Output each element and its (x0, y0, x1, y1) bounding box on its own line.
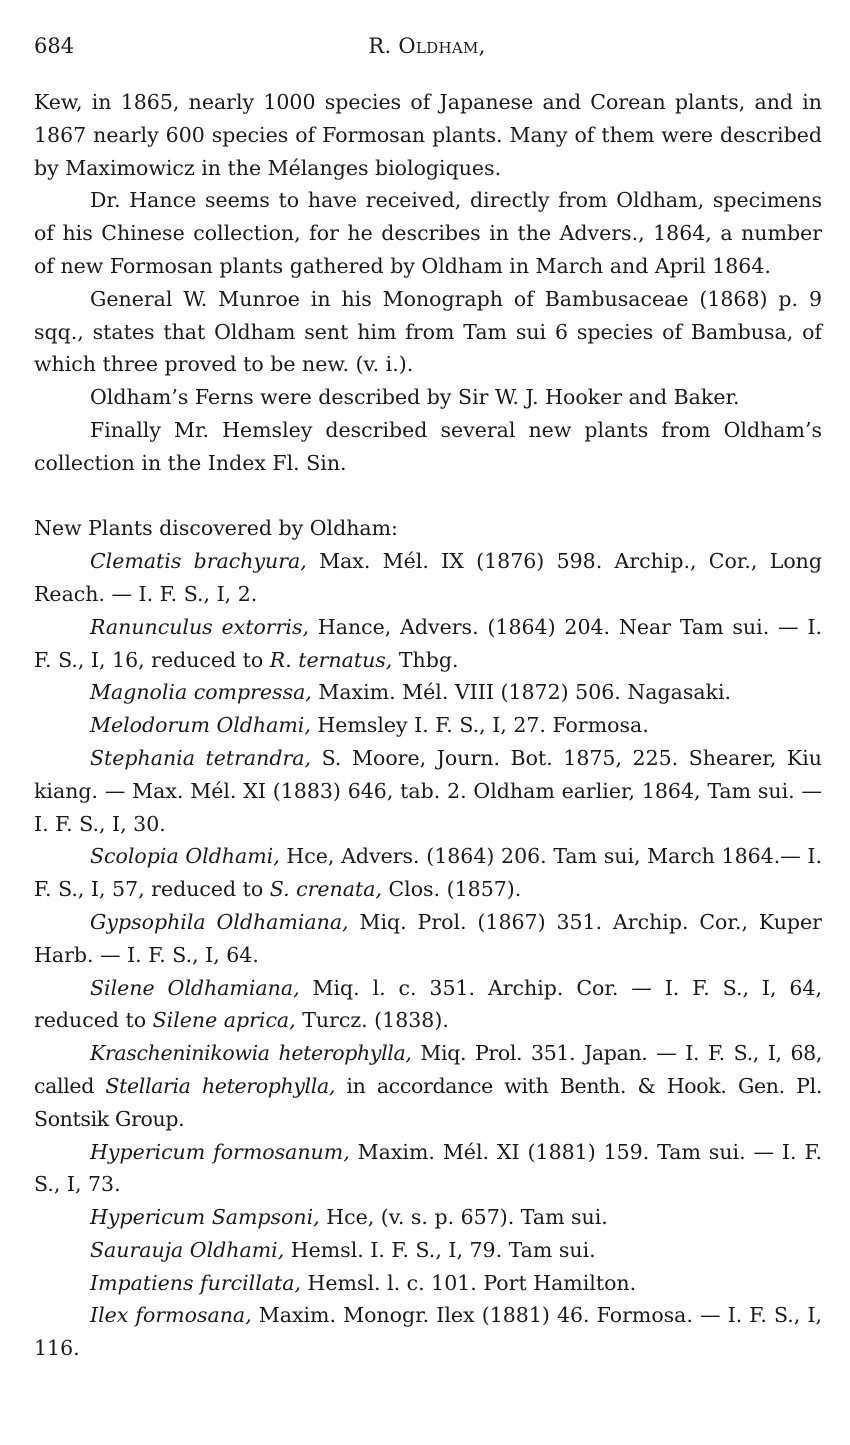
entry-text: Hemsley I. F. S., I, 27. Formosa. (310, 713, 649, 738)
plant-entry (34, 840, 822, 906)
species-name: Hypericum formosanum, (90, 1139, 350, 1164)
species-name: Hypericum Sampsoni, (90, 1205, 320, 1230)
species-name: Stephania tetrandra, (90, 745, 312, 770)
species-name: Melodorum Oldhami, (90, 713, 311, 738)
entry-text: Thbg. (392, 647, 459, 672)
entry-text: Hemsl. I. F. S., I, 79. Tam sui. (284, 1237, 596, 1262)
plant-entry (34, 545, 822, 611)
entry-text: Hance, Advers. (1864) 204. Near Tam sui. — I. F. S., I, 16, reduced to (34, 614, 822, 672)
plant-entry (34, 742, 822, 840)
running-title-name: Oldham, (398, 34, 486, 58)
plant-entry (34, 1234, 822, 1267)
running-title-initial: R. (368, 34, 392, 58)
species-name: Scolopia Oldhami, (90, 844, 280, 869)
entry-text: Turcz. (1838). (295, 1008, 449, 1033)
species-name-secondary: Stellaria heterophylla, (105, 1073, 336, 1098)
species-name-secondary: R. ternatus, (269, 647, 393, 672)
plant-entry (34, 1201, 822, 1234)
species-name: Saurauja Oldhami, (90, 1237, 285, 1262)
entry-text: Maxim. Mél. XI (1881) 159. Tam sui. — I. F. S., I, 73. (34, 1139, 822, 1197)
entry-text: S. Moore, Journ. Bot. 1875, 225. Shearer, Kiu kiang. — Max. Mél. XI (1883) 646, tab. 2. Oldham earlier, 1864, Tam sui. — I. F. S., I, 30. (34, 745, 823, 836)
plant-entry (34, 611, 822, 677)
species-name: Ilex formosana, (90, 1303, 252, 1328)
plant-entry (34, 676, 822, 709)
plants-heading: New Plants discovered by Oldham: (34, 516, 398, 541)
plant-entry (34, 1037, 822, 1135)
entry-text: Maxim. Monogr. Ilex (1881) 46. Formosa. — I. F. S., I, 116. (34, 1303, 822, 1361)
entry-text: Miq. Prol. 351. Japan. — I. F. S., I, 68, called (34, 1041, 822, 1098)
paragraph: Oldham’s Ferns were described by Sir W. J. Hooker and Baker. (90, 385, 740, 410)
plant-entry (34, 1267, 822, 1300)
page-number: 684 (34, 34, 75, 58)
entry-text: Max. Mél. IX (1876) 598. Archip., Cor., Long Reach. — I. F. S., I, 2. (34, 549, 822, 606)
paragraph: Dr. Hance seems to have received, directly from Oldham, specimens of his Chinese collection, for he describes in the Advers., 1864, a number of new Formosan plants gathered by Oldham in March and April 1864. (34, 188, 822, 278)
plant-entry (34, 1299, 822, 1365)
section-gap (34, 480, 822, 513)
entry-text: Hemsl. l. c. 101. Port Hamilton. (301, 1270, 637, 1295)
entry-text: Maxim. Mél. VIII (1872) 506. Nagasaki. (311, 680, 732, 705)
paragraph: Finally Mr. Hemsley described several new plants from Oldham’s collection in the Index Fl. Sin. (34, 417, 822, 475)
species-name: Ranunculus extorris, (90, 614, 310, 639)
species-name: Magnolia compressa, (90, 680, 312, 705)
species-name: Impatiens furcillata, (90, 1270, 301, 1295)
paragraph: Kew, in 1865, nearly 1000 species of Japanese and Corean plants, and in 1867 nearly 600 species of Formosan plants. Many of them were described by Maximowicz in the Mélanges biologiques. (34, 90, 822, 180)
species-name: Silene Oldhamiana, (90, 975, 300, 1000)
running-title (34, 34, 820, 58)
entry-text: Miq. Prol. (1867) 351. Archip. Cor., Kuper Harb. — I. F. S., I, 64. (34, 909, 822, 967)
paragraph: General W. Munroe in his Monograph of Bambusaceae (1868) p. 9 sqq., states that Oldham sent him from Tam sui 6 species of Bambusa, of which three proved to be new. (v. i.). (34, 286, 822, 377)
entry-text: in accordance with Benth. & Hook. Gen. Pl. Sontsik Group. (34, 1073, 822, 1131)
plant-entry (34, 906, 822, 972)
page-body (34, 86, 822, 1365)
species-name: Clematis brachyura, (90, 549, 307, 574)
species-name-secondary: S. crenata, (269, 877, 382, 902)
species-name-secondary: Silene aprica, (152, 1008, 296, 1033)
plant-entry (34, 1136, 822, 1202)
species-name: Krascheninikowia heterophylla, (90, 1041, 412, 1066)
plant-entry (34, 972, 822, 1038)
plant-entry (34, 709, 822, 742)
entry-text: Hce, (v. s. p. 657). Tam sui. (319, 1205, 608, 1230)
running-head (34, 34, 820, 64)
entry-text: Clos. (1857). (381, 877, 522, 902)
entry-text: Miq. l. c. 351. Archip. Cor. — I. F. S., I, 64, reduced to (34, 975, 822, 1033)
entry-text: Hce, Advers. (1864) 206. Tam sui, March 1864.— I. F. S., I, 57, reduced to (34, 844, 822, 902)
species-name: Gypsophila Oldhamiana, (90, 909, 349, 934)
